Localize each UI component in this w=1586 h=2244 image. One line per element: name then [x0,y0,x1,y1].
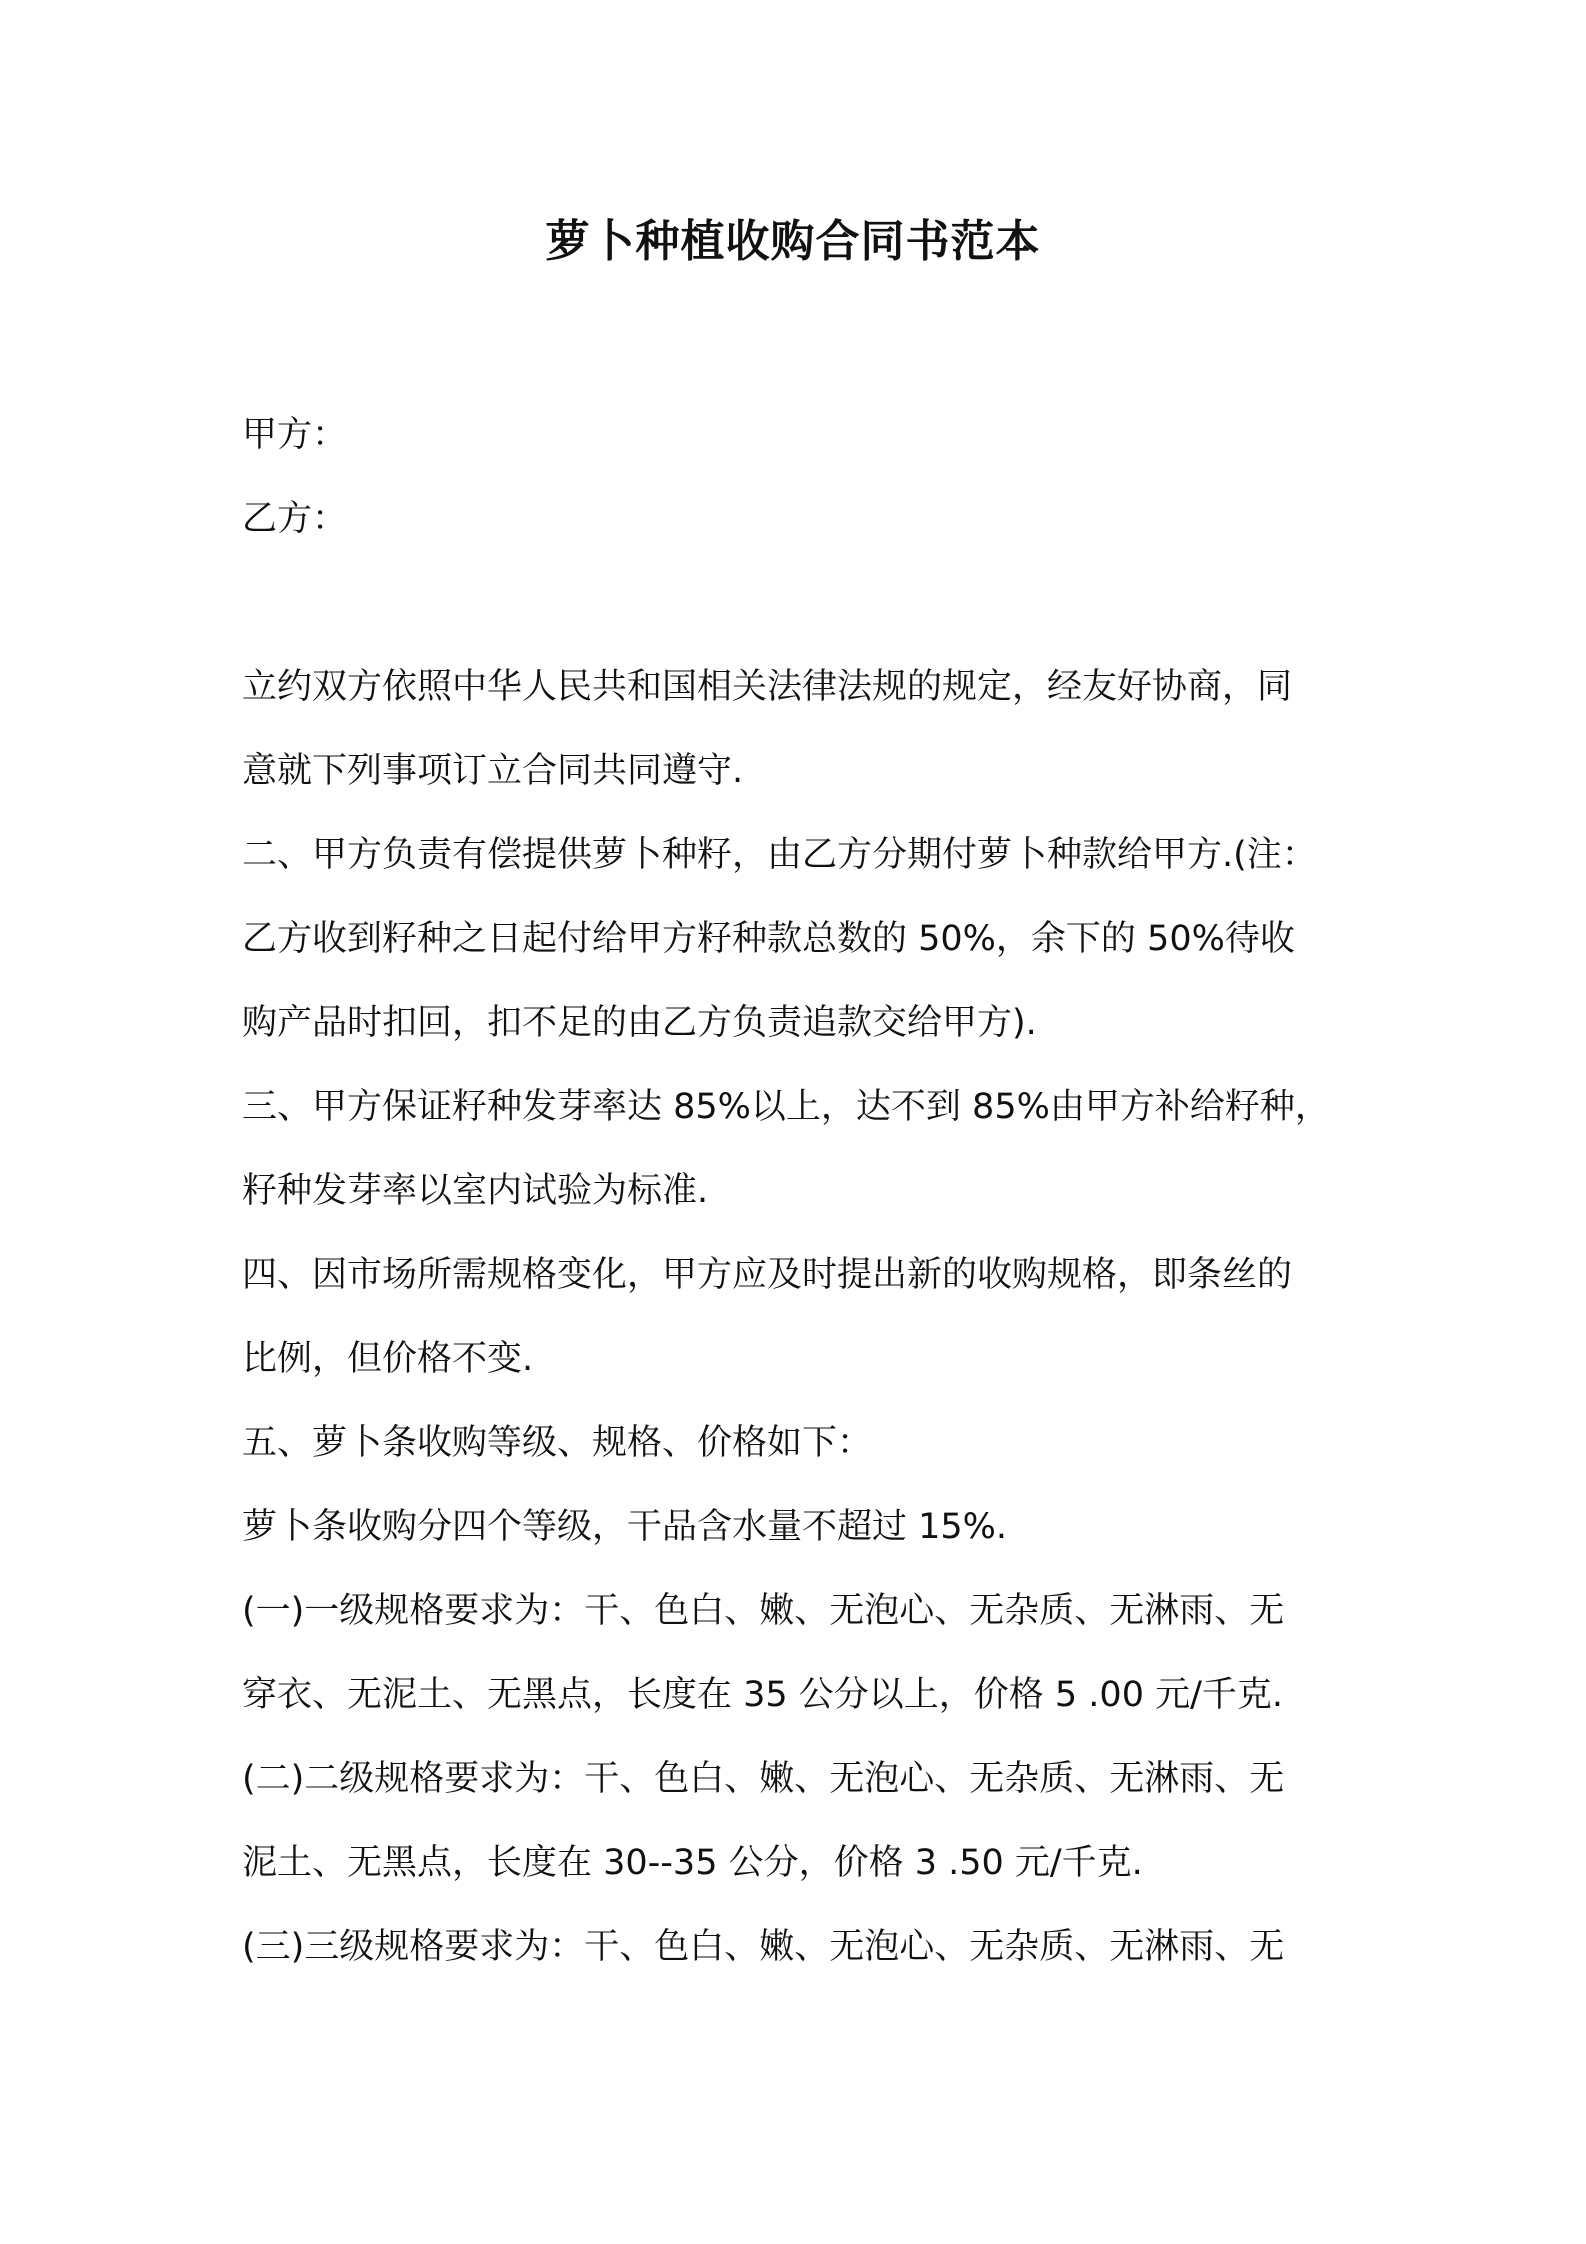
body-line: 购产品时扣回，扣不足的由乙方负责追款交给甲方). [242,1003,1037,1043]
body-line: 比例，但价格不变. [242,1339,534,1379]
body-line: 四、因市场所需规格变化，甲方应及时提出新的收购规格，即条丝的 [242,1255,1293,1295]
body-line: 五、萝卜条收购等级、规格、价格如下： [242,1423,873,1463]
body-line: 乙方收到籽种之日起付给甲方籽种款总数的 50%，余下的 50%待收 [242,919,1295,959]
body-line: (三)三级规格要求为：干、色白、嫩、无泡心、无杂质、无淋雨、无 [242,1927,1285,1967]
body-line: (一)一级规格要求为：干、色白、嫩、无泡心、无杂质、无淋雨、无 [242,1591,1285,1631]
body-line: 籽种发芽率以室内试验为标准. [242,1171,709,1211]
body-line: 立约双方依照中华人民共和国相关法律法规的规定，经友好协商，同 [242,667,1293,707]
body-line: (二)二级规格要求为：干、色白、嫩、无泡心、无杂质、无淋雨、无 [242,1759,1285,1799]
body-line: 萝卜条收购分四个等级，干品含水量不超过 15%. [242,1507,1008,1547]
body-line: 意就下列事项订立合同共同遵守. [242,751,744,791]
party-b-label: 乙方： [242,499,348,539]
body-line: 二、甲方负责有偿提供萝卜种籽，由乙方分期付萝卜种款给甲方.(注： [242,835,1317,875]
document-title: 萝卜种植收购合同书范本 [545,216,1041,267]
party-a-label: 甲方： [242,415,348,455]
body-line: 泥土、无黑点，长度在 30--35 公分，价格 3 .50 元/千克. [242,1843,1143,1883]
body-line: 三、甲方保证籽种发芽率达 85%以上，达不到 85%由甲方补给籽种， [242,1087,1330,1127]
body-line: 穿衣、无泥土、无黑点，长度在 35 公分以上，价格 5 .00 元/千克. [242,1675,1284,1715]
